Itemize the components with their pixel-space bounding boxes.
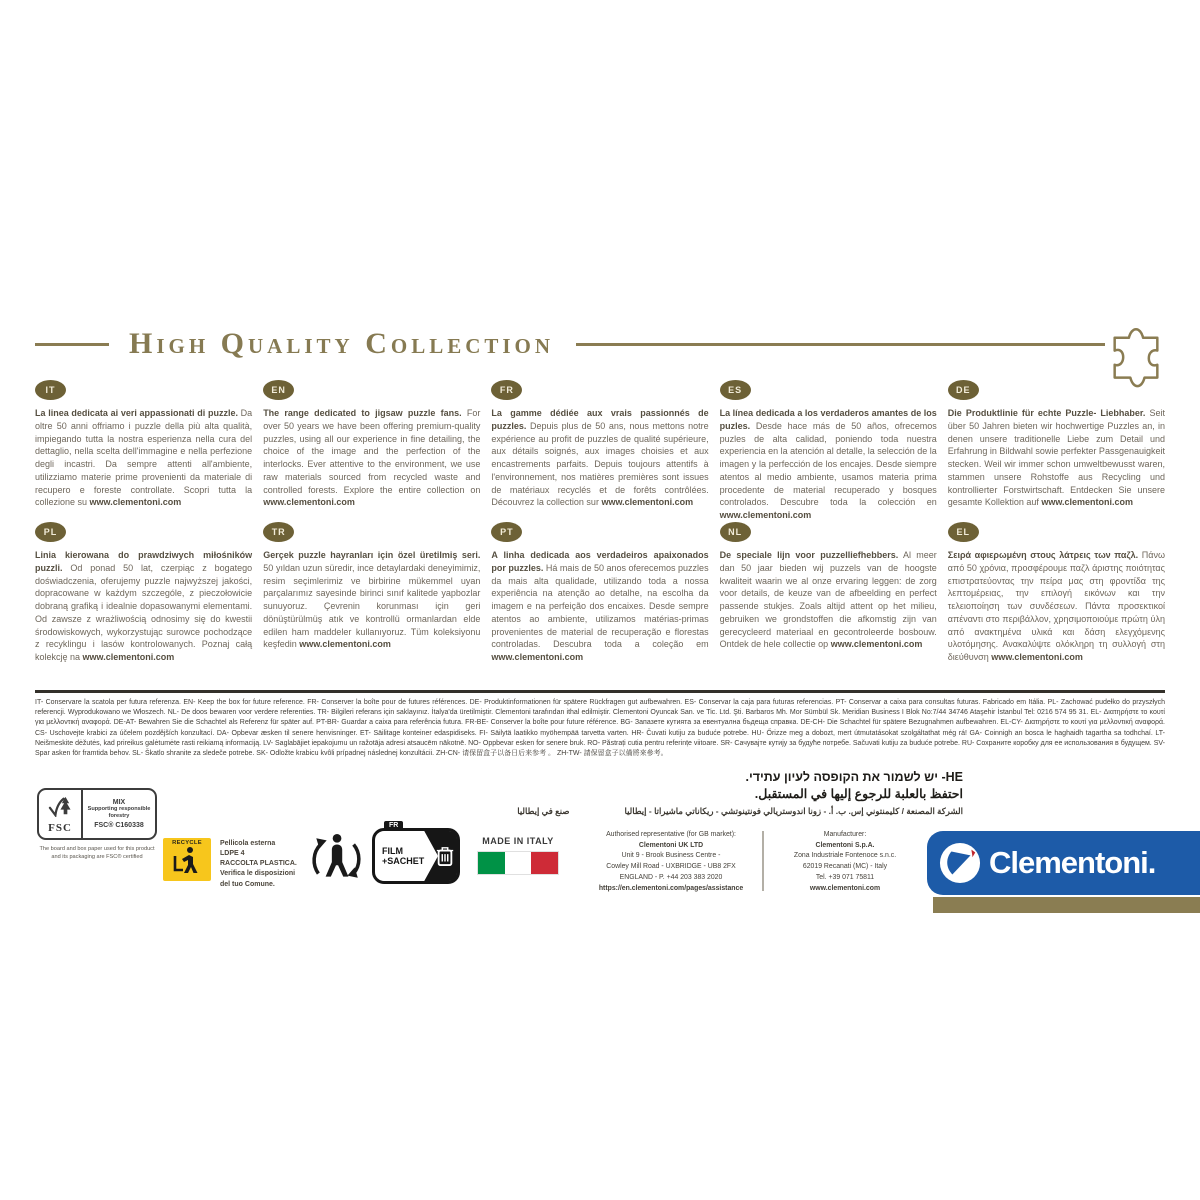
block-title: A linha dedicada aos verdadeiros apaixonados por puzzles. <box>491 550 709 573</box>
block-body: Depuis plus de 50 ans, nous mettons notre expérience au profit de puzzles de qualité supérieure, aux détails soignés, aux images choisies et aux encastrements parfaits. Depuis toujours attentifs à l'environnement, nos matières premières sont issues de matériaux recyclés et de forêts contrôlées. Découvrez la collection sur <box>491 420 709 508</box>
block-website: www.clementoni.com <box>89 497 182 508</box>
uk-rep-line: ENGLAND - P. +44 203 383 2020 <box>619 873 723 881</box>
language-badge-pl: PL <box>35 522 66 542</box>
block-body: Há mais de 50 anos oferecemos puzzles da mais alta qualidade, utilizando toda a nossa experiência na atenção ao detalhe, na escolha da imagem e na perfeição dos encaixes. Desde sempre atentos ao ambiente, utilizamos matérias-primas provenientes de material de recuperação e florestas controladas. Descubra toda a coleção em <box>491 562 709 650</box>
arabic-line: احتفظ بالعلبة للرجوع إليها في المستقبل. <box>754 787 963 801</box>
block-website: www.clementoni.com <box>601 497 694 508</box>
language-grid <box>35 380 1165 664</box>
manufacturer-line: 62019 Recanati (MC) - Italy <box>802 863 888 871</box>
block-title: De speciale lijn voor puzzelliefhebbers. <box>719 550 899 560</box>
film-sachet-badge <box>372 822 460 884</box>
made-in-italy-label: MADE IN ITALY <box>482 836 554 846</box>
language-block-pt <box>491 522 708 664</box>
block-title: Σειρά αφιερωμένη στους λάτρεις των παζλ. <box>947 550 1139 560</box>
language-block-fr <box>491 380 708 522</box>
fsc-note-line2: and its packaging are FSC® certified <box>51 853 143 860</box>
made-in-italy <box>477 836 559 875</box>
fsc-mix-label: MIX <box>112 798 126 806</box>
uk-rep-company: Clementoni UK LTD <box>638 841 704 849</box>
block-title: La línea dedicada a los verdaderos amantes de los puzles. <box>719 408 937 431</box>
block-website: www.clementoni.com <box>1041 497 1134 508</box>
block-body: Da oltre 50 anni offriamo i puzzle della più alta qualità, impiegando tutta la nostra esperienza nella cura del dettaglio, nella scelta dell'immagine e nella perfezione degli incastri. Da sempre attenti all'ambiente, utilizziamo materie prime provenienti da materiale di recupero e foreste controllate. Scopri tutta la collezione su <box>35 408 253 508</box>
manufacturer-line: Zona Industriale Fontenoce s.n.c. <box>793 852 897 860</box>
logo-gold-bar <box>933 897 1200 913</box>
block-body: Od ponad 50 lat, czerpiąc z bogatego doświadczenia, oferujemy puzzle najwyższej jakości, dopracowane w każdym szczególe, z pieczołowicie dobraną grafiką i idealnie dopasowanymi elementami. Od zawsze z wrażliwością odnosimy się do kwestii środowiskowych, wykorzystując surowce pochodzące z recyklingu i lasów kontrolowanych. Poznaj całą kolekcję na <box>35 562 253 663</box>
manufacturer-line: Manufacturer: <box>823 831 867 838</box>
manufacturer-website: www.clementoni.com <box>809 884 881 892</box>
fsc-note-line1: The board and box paper used for this product <box>39 846 155 852</box>
arabic-made-in-italy: صنع في إيطاليا <box>517 806 570 816</box>
hebrew-line: HE- יש לשמור את הקופסה לעיון עתידי. <box>745 770 963 784</box>
language-badge-en: EN <box>263 380 294 400</box>
language-badge-tr: TR <box>263 522 294 542</box>
recycle-line: Pellicola esterna <box>220 840 276 847</box>
multilingual-fine-print: IT- Conservare la scatola per futura referenza. EN- Keep the box for future reference. FR- Conserver la boîte pour de futures références. DE- Produktinformationen für spätere Rückfragen gut aufbewahren. ES- Conservar la caja para futuras referencias. PT- Conservar a caixa para consultas futuras. Fabricado em Itália. PL- Zachować pudełko do przyszłych referencji. Wyprodukowano we Włoszech. NL- De doos bewaren voor verdere referenties. TR- Bilgileri referans için saklayınız. İtalya'da üretilmiştir. Clementoni tarafından ithal edilmiştir. Clementoni Oyuncak San. ve Tic. Ltd. Şti. Barbaros Mh. Mor Sümbül Sk. Meridian Business I Blok No:7/44 34746 Ataşehir İstanbul Tel: 0216 574 95 31. EL- Διατηρήστε το κουτί για μελλοντική αναφορά. DE-AT- Bewahren Sie die Schachtel als Referenz für später auf. PT-BR- Guardar a caixa para referência futura. FR-BE- Conserver la boîte pour future référence. BG- Запазете кутията за евентуална бъдеща справка. DE-CH- Die Schachtel für spätere Bezugnahmen aufbewahren. EL-CY- Διατηρήστε το κουτί για μελλοντική αναφορά. CS- Uschovejte krabici za účelem pozdějších konzultací. DA- Opbevar æsken til senere henvisninger. ET- Säilitage konteiner edaspidiseks. FI- Säilytä laatikko myöhempää tarvetta varten. HR- Čuvati kutiju za buduće potrebe. HU- Őrizze meg a dobozt, mert útmutatásokat szolgáltathat még rá! GA- Coinnigh an bosca le haghaidh tagartha sa todhchaí. LT- Neišmeskite dėžutės, kad prireikus galėtumėte rasti reikiamą informaciją. LV- Saglabājiet iepakojumu un ražotāja adresi atsaucēm nākotnē. NO- Oppbevar esken for senere bruk. RO- Păstrați cutia pentru referințe viitoare. SR- Сачувајте кутију за будуће потребе. Sačuvati kutiju za buduće potrebe. RU- Сохраните коробку для ее использования в будущем. SV- Spar asken för framtida behov. SL- Škatlo shranite za sledeče potrebe. SK- Odložte krabicu kvôli prípadnej následnej konzultácii. ZH-CN- 请保留盒子以备日后来参考 。 ZH-TW- 請保留盒子以備將來參考。 <box>35 699 1165 758</box>
block-title: Linia kierowana do prawdziwych miłośników puzzli. <box>35 550 253 573</box>
block-title: La gamme dédiée aux vrais passionnés de puzzles. <box>491 408 709 431</box>
recycle-line: RACCOLTA PLASTICA. <box>220 860 297 868</box>
block-website: www.clementoni.com <box>299 639 391 650</box>
block-title: Die Produktlinie für echte Puzzle- Liebhaber. <box>947 408 1146 418</box>
block-body: Al meer dan 50 jaar bieden wij puzzels van de hoogste kwaliteit waarin we al onze ervaring leggen: de zorg voor details, de keuze van de afbeelding en perfect passende stukjes. Zoals altijd attent op het milieu, gebruiken we grondstoffen die afkomstig zijn van gerecycleerd materiaal en gecontroleerde bosbouw. Ontdek de hele collectie op <box>719 550 937 650</box>
language-badge-de: DE <box>948 380 979 400</box>
language-block-en <box>263 380 480 522</box>
manufacturer-company: Clementoni S.p.A. <box>815 841 875 849</box>
recycle-label: RECYCLE <box>172 840 202 846</box>
divider-rule <box>35 690 1165 693</box>
block-body: Seit über 50 Jahren bieten wir hochwertige Puzzles an, in denen unsere traditionelle Liebe zum Detail und Erfahrung in Bildwahl sowie perfekter Passgenauigkeit stecken. Weil wir immer schon umweltbewusst waren, stammen unsere Rohstoffe aus Recycling und kontrollierter Forstwirtschaft. Entdecken Sie unsere gesamte Kollektion auf <box>947 408 1165 508</box>
clementoni-wordmark: Clementoni. <box>989 845 1156 880</box>
block-title: The range dedicated to jigsaw puzzle fans. <box>263 408 462 418</box>
sorting-bin-icon <box>424 831 457 881</box>
block-website: www.clementoni.com <box>491 652 584 663</box>
tidyman-icon <box>171 846 203 879</box>
block-website: www.clementoni.com <box>263 497 355 508</box>
block-body: Desde hace más de 50 años, ofrecemos puzles de alta calidad, poniendo toda nuestra experiencia en la atención al detalle, la selección de la imagen y la perfección de los encajes. Desde siempre atentos al medio ambiente, usamos materia prima procedente de material recuperado y bosques controlados. Descubre toda la colección en <box>719 420 937 508</box>
fr-tab-label: FR <box>384 821 403 830</box>
uk-rep-line: Authorised representative (for GB market): <box>606 831 736 838</box>
uk-rep-assistance-url: https://en.clementoni.com/pages/assistance <box>598 884 744 892</box>
uk-rep-line: Cowley Mill Road - UXBRIDGE - UB8 2FX <box>606 863 736 871</box>
film-label: FILM <box>382 845 403 856</box>
fsc-wordmark: FSC <box>48 821 72 834</box>
clementoni-logo <box>927 831 1200 895</box>
fsc-support-label: Supporting responsible forestry <box>87 805 151 819</box>
address-divider <box>762 831 764 891</box>
uk-rep-line: Unit 9 - Brook Business Centre - <box>621 852 721 860</box>
rtl-text-block <box>517 770 963 817</box>
language-block-nl <box>720 522 937 664</box>
recycle-line: Verifica le disposizioni <box>220 870 296 878</box>
block-title: Gerçek puzzle hayranları için özel üretilmiş seri. <box>263 550 481 560</box>
language-block-de <box>948 380 1165 522</box>
manufacturer-address <box>770 830 920 894</box>
uk-representative-address <box>585 830 757 894</box>
fsc-certification-box <box>37 788 157 840</box>
header-rule-left <box>35 343 109 346</box>
block-website: www.clementoni.com <box>719 510 812 521</box>
recycle-line: LDPE 4 <box>220 850 245 858</box>
language-badge-nl: NL <box>720 522 751 542</box>
header <box>35 320 1105 368</box>
language-badge-pt: PT <box>491 522 522 542</box>
clementoni-circle-icon <box>939 842 981 884</box>
recycle-line: del tuo Comune. <box>220 880 275 888</box>
language-block-it <box>35 380 252 522</box>
header-rule-right <box>576 343 1105 346</box>
triman-recycling-icon <box>308 830 364 891</box>
sachet-label: +SACHET <box>382 856 425 866</box>
fsc-tree-check-icon <box>47 795 73 822</box>
recycle-badge <box>163 838 211 881</box>
italian-flag-icon <box>477 851 559 875</box>
fsc-cert-number: FSC® C160338 <box>94 822 144 830</box>
language-badge-el: EL <box>948 522 979 542</box>
block-body: 50 yıldan uzun süredir, ince detaylardaki deneyimimiz, resim seçimlerimiz ve birbirine mükemmel uyan parçalarımız sayesinde birinci sınıf kalitede yapbozlar sunuyoruz. Çevrenin korunması için geri dönüştürülmüş atık ve kontrollü ormanlardan elde edilen ham maddeler kullanıyoruz. Tüm koleksiyonu keşfedin <box>263 562 481 650</box>
block-title: La linea dedicata ai veri appassionati di puzzle. <box>35 408 238 418</box>
block-body: For over 50 years we have been offering premium-quality puzzles, using all our experience in fine detailing, the choice of the image and the perfection of the interlocks. Ever attentive to the environment, we use raw materials sourced from recycled waste and controlled forests. Explore the entire collection on <box>263 408 481 495</box>
language-badge-it: IT <box>35 380 66 400</box>
manufacturer-line: Tel. +39 071 75811 <box>815 873 875 881</box>
arabic-manufacturer-line: الشركة المصنعة / كليمنتوني إس. ب. أ. - زونا اندوستريالي فونتينوتشي - ريكاناتي ماشيراتا - إيطاليا <box>624 806 963 816</box>
block-body: Πάνω από 50 χρόνια, προσφέρουμε παζλ άριστης ποιότητας επιστρατεύοντας την πείρα μας στη φροντίδα της λεπτομέρειας, την επιλογή εικόνων και την τελειοποίηση των συνδέσεων. Πάντα προσεκτικοί απέναντι στο περιβάλλον, χρησιμοποιούμε πρώτη ύλη από ανακτημένα υλικά και δάση ελεγχόμενης υλοτόμησης. Ανακαλύψτε ολόκληρη τη συλλογή στη διεύθυνση <box>947 550 1165 663</box>
language-block-es <box>720 380 937 522</box>
language-badge-fr: FR <box>491 380 522 400</box>
language-block-el <box>948 522 1165 664</box>
language-badge-es: ES <box>720 380 751 400</box>
language-block-tr <box>263 522 480 664</box>
collection-title: High Quality Collection <box>129 327 555 360</box>
block-website: www.clementoni.com <box>82 652 175 663</box>
language-block-pl <box>35 522 252 664</box>
block-website: www.clementoni.com <box>991 652 1083 663</box>
block-website: www.clementoni.com <box>830 639 923 650</box>
